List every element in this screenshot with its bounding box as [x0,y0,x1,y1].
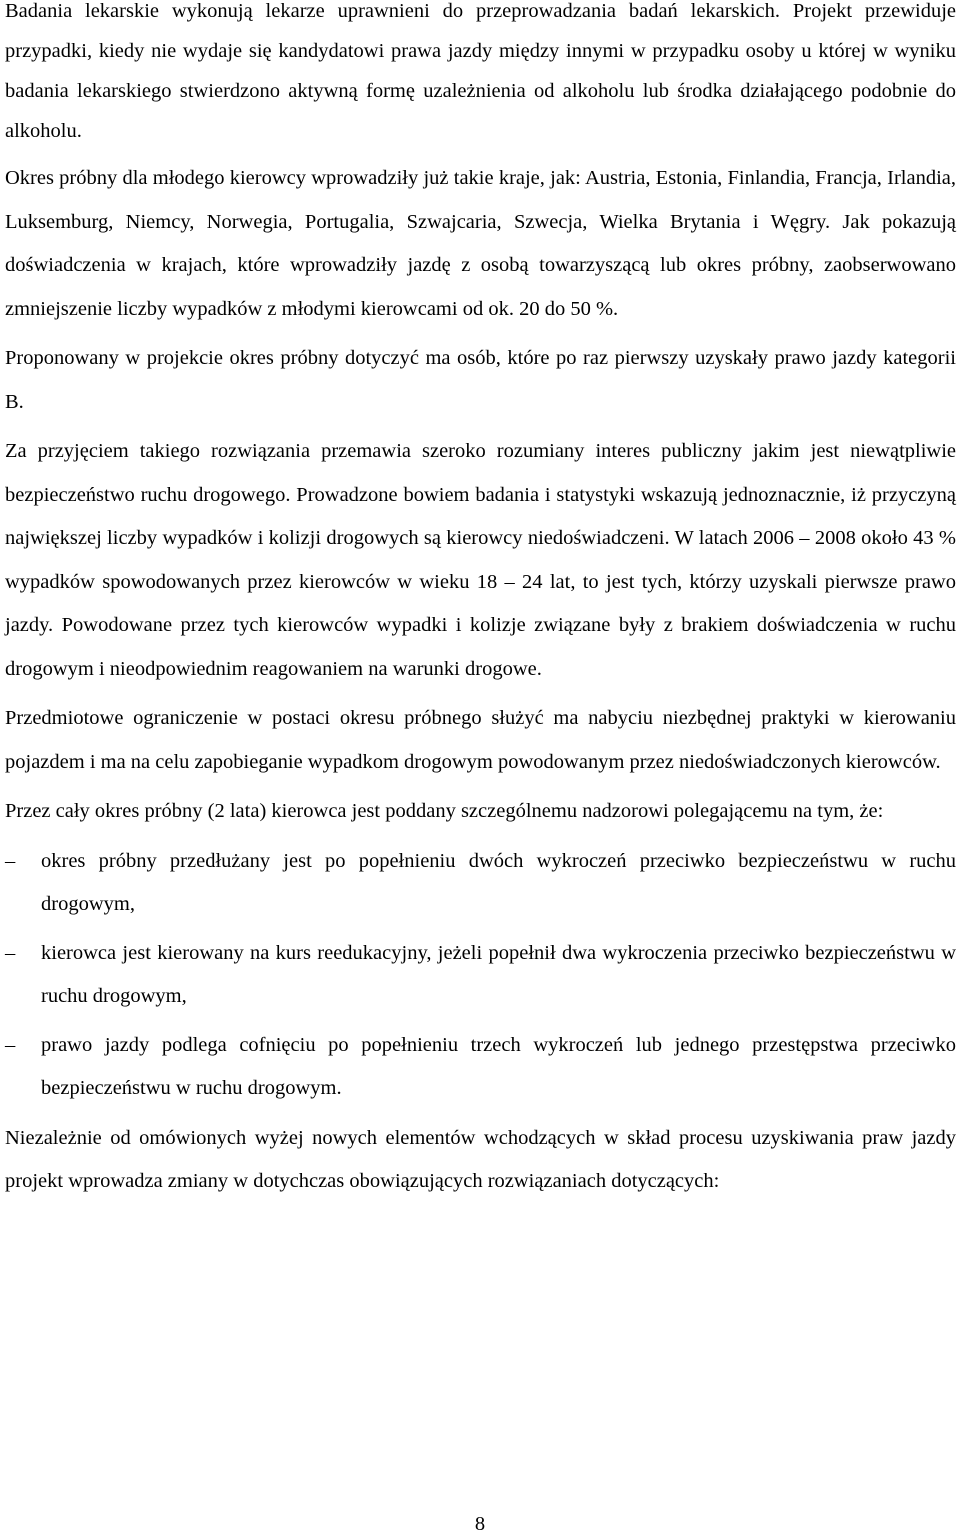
list-item [5,1024,956,1111]
paragraph-supervision-intro: Przez cały okres próbny (2 lata) kierowca jest poddany szczególnemu nadzorowi polegającemu na tym, że: [5,800,884,822]
list-item [5,840,956,927]
paragraph-probation-scope: Proponowany w projekcie okres próbny dotyczyć ma osób, które po raz pierwszy uzyskały prawo jazdy kategorii B. [5,347,956,413]
paragraph-medical-exams: Badania lekarskie wykonują lekarze uprawnieni do przeprowadzania badań lekarskich. Projekt przewiduje przypadki, kiedy nie wydaje się kandydatowi prawa jazdy między innymi w przypadku osoby u której w wyniku badania lekarskiego stwierdzono aktywną formę uzależnienia od alkoholu lub środka działającego podobnie do alkoholu. [5,0,956,142]
list-item-text: kierowca jest kierowany na kurs reedukacyjny, jeżeli popełnił dwa wykroczenia przeciwko bezpieczeństwu w ruchu drogowym, [41,941,956,1007]
list-item-text: prawo jazdy podlega cofnięciu po popełnieniu trzech wykroczeń lub jednego przestępstwa przeciwko bezpieczeństwu w ruchu drogowym. [41,1033,956,1099]
dash-bullet: – [5,941,16,964]
paragraph-practice-restriction: Przedmiotowe ograniczenie w postaci okresu próbnego służyć ma nabyciu niezbędnej praktyki w kierowaniu pojazdem i ma na celu zapobieganie wypadkom drogowym powodowanym przez niedoświadczonych kierowców. [5,707,956,773]
paragraph-public-interest: Za przyjęciem takiego rozwiązania przemawia szeroko rozumiany interes publiczny jakim jest niewątpliwie bezpieczeństwo ruchu drogowego. Prowadzone bowiem badania i statystyki wskazują jednoznacznie, iż przyczyną największej liczby wypadków i kolizji drogowych są kierowcy niedoświadczeni. W latach 2006 – 2008 około 43 % wypadków spowodowanych przez kierowców w wieku 18 – 24 lat, to jest tych, którzy uzyskali pierwsze prawo jazdy. Powodowane przez tych kierowców wypadki i kolizje związane były z brakiem doświadczenia w ruchu drogowym i nieodpowiednim reagowaniem na warunki drogowe. [5,440,956,680]
paragraph-other-changes: Niezależnie od omówionych wyżej nowych elementów wchodzących w skład procesu uzyskiwania praw jazdy projekt wprowadza zmiany w dotychczas obowiązujących rozwiązaniach dotyczących: [5,1126,956,1192]
list-item-text: okres próbny przedłużany jest po popełnieniu dwóch wykroczeń przeciwko bezpieczeństwu w ruchu drogowym, [41,849,956,915]
supervision-list [5,840,956,1111]
page-number: 8 [474,1513,486,1535]
list-item [5,932,956,1019]
document-page [5,0,956,1204]
paragraph-probation-countries: Okres próbny dla młodego kierowcy wprowadziły już takie kraje, jak: Austria, Estonia, Finlandia, Francja, Irlandia, Luksemburg, Niemcy, Norwegia, Portugalia, Szwajcaria, Szwecja, Wielka Brytania i Węgry. Jak pokazują doświadczenia w krajach, które wprowadziły jazdę z osobą towarzyszącą lub okres próbny, zaobserwowano zmniejszenie liczby wypadków z młodymi kierowcami od ok. 20 do 50 %. [5,167,956,320]
dash-bullet: – [5,1033,16,1056]
dash-bullet: – [5,849,16,872]
